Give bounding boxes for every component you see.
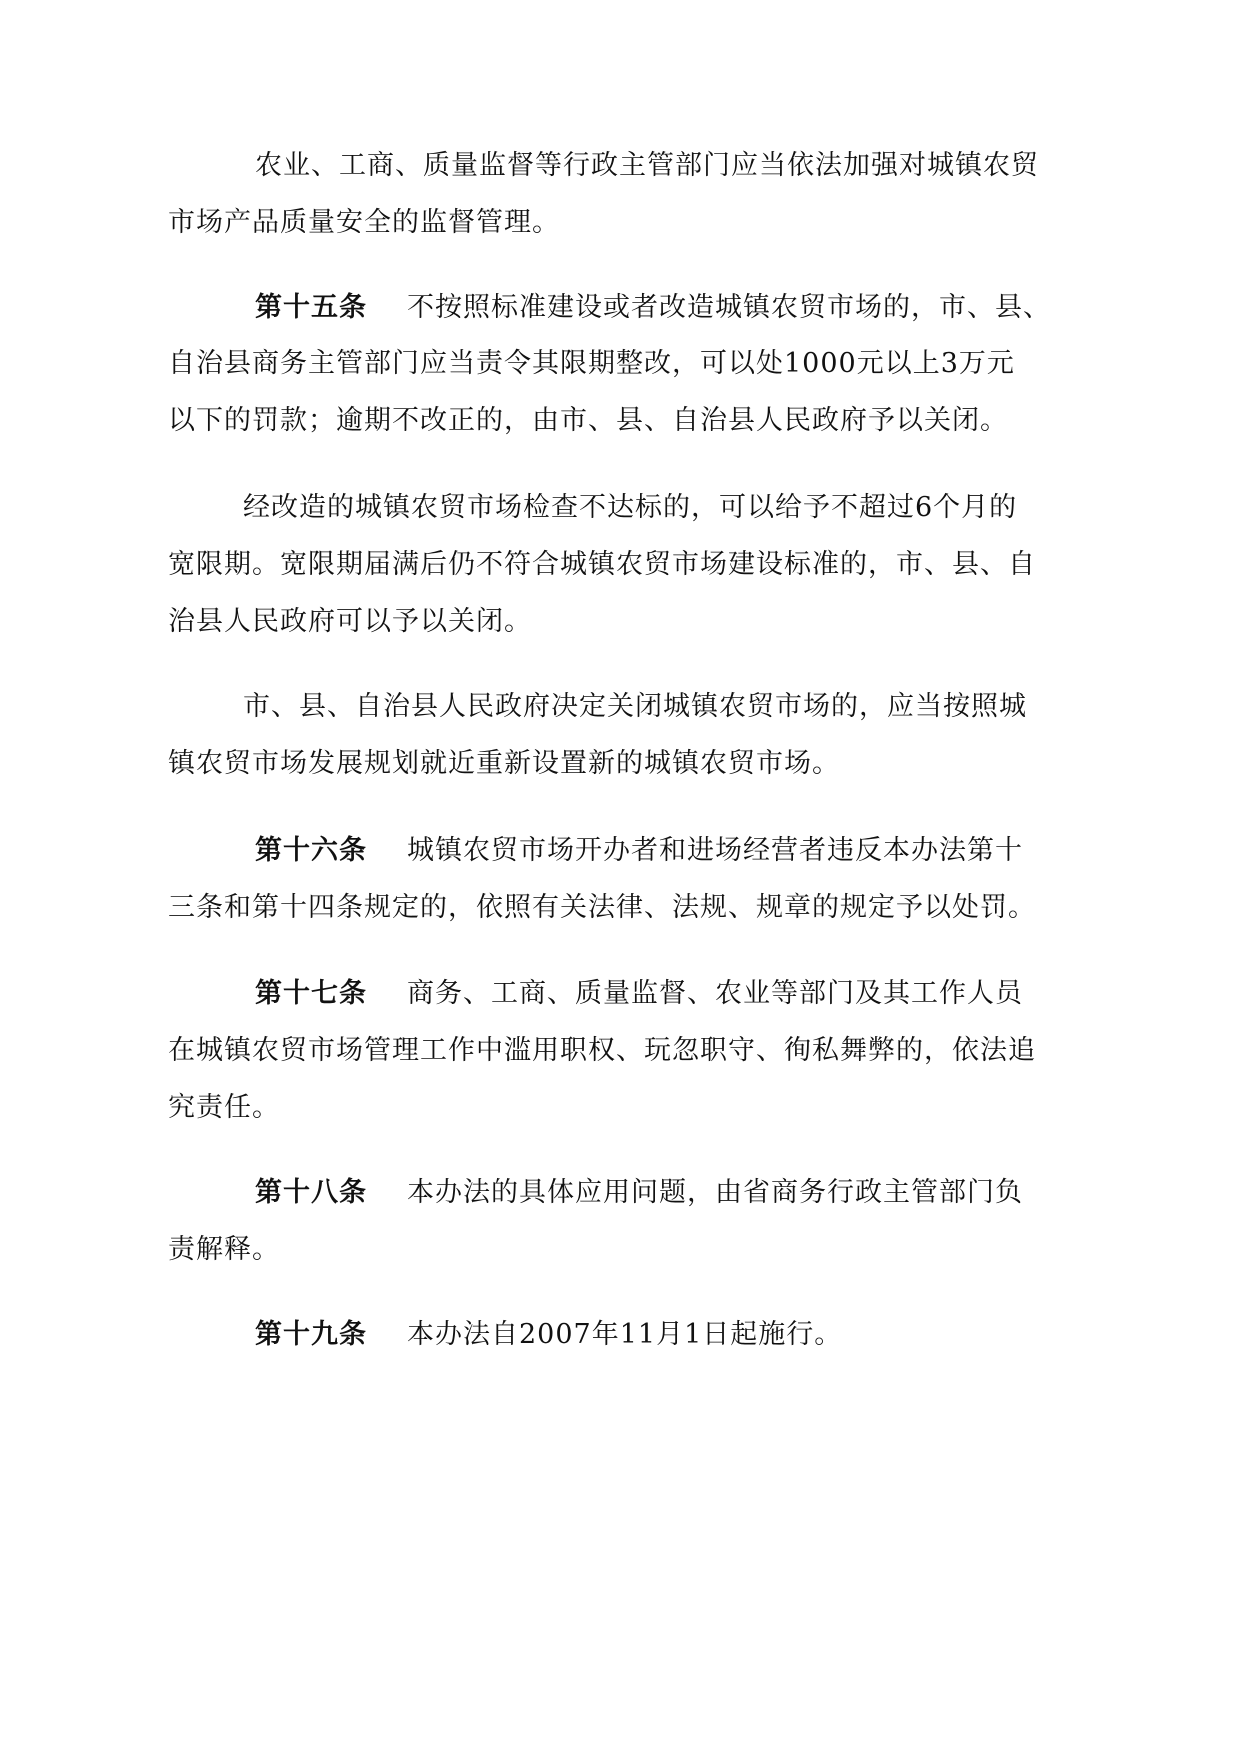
paragraph-line: 究责任。 [168,1092,280,1123]
article-number: 第十五条 [255,292,367,323]
paragraph-line: 市、县、自治县人民政府决定关闭城镇农贸市场的，应当按照城 [243,691,1027,722]
article-19-line: 第十九条 本办法自2007年11月1日起施行。 [255,1319,843,1350]
paragraph-line: 责解释。 [168,1234,280,1265]
article-18-line: 第十八条 本办法的具体应用问题，由省商务行政主管部门负 [255,1177,1023,1208]
paragraph-line: 市场产品质量安全的监督管理。 [168,207,560,238]
paragraph-line: 农业、工商、质量监督等行政主管部门应当依法加强对城镇农贸 [255,150,1039,181]
article-15-line: 第十五条 不按照标准建设或者改造城镇农贸市场的，市、县、 [255,292,1051,323]
paragraph-line: 以下的罚款；逾期不改正的，由市、县、自治县人民政府予以关闭。 [168,405,1008,436]
paragraph-line: 治县人民政府可以予以关闭。 [168,606,532,637]
paragraph-line: 镇农贸市场发展规划就近重新设置新的城镇农贸市场。 [168,748,840,779]
paragraph-line: 在城镇农贸市场管理工作中滥用职权、玩忽职守、徇私舞弊的，依法追 [168,1035,1036,1066]
paragraph-line: 经改造的城镇农贸市场检查不达标的，可以给予不超过6个月的 [243,492,1018,523]
article-17-line: 第十七条 商务、工商、质量监督、农业等部门及其工作人员 [255,978,1023,1009]
paragraph-line: 自治县商务主管部门应当责令其限期整改，可以处1000元以上3万元 [168,348,1015,379]
paragraph-line: 三条和第十四条规定的，依照有关法律、法规、规章的规定予以处罚。 [168,892,1036,923]
article-16-line: 第十六条 城镇农贸市场开办者和进场经营者违反本办法第十 [255,835,1023,866]
paragraph-line: 宽限期。宽限期届满后仍不符合城镇农贸市场建设标准的，市、县、自 [168,549,1036,580]
article-number: 第十六条 [255,835,367,866]
article-number: 第十七条 [255,978,367,1009]
article-number: 第十八条 [255,1177,367,1208]
article-number: 第十九条 [255,1319,367,1350]
